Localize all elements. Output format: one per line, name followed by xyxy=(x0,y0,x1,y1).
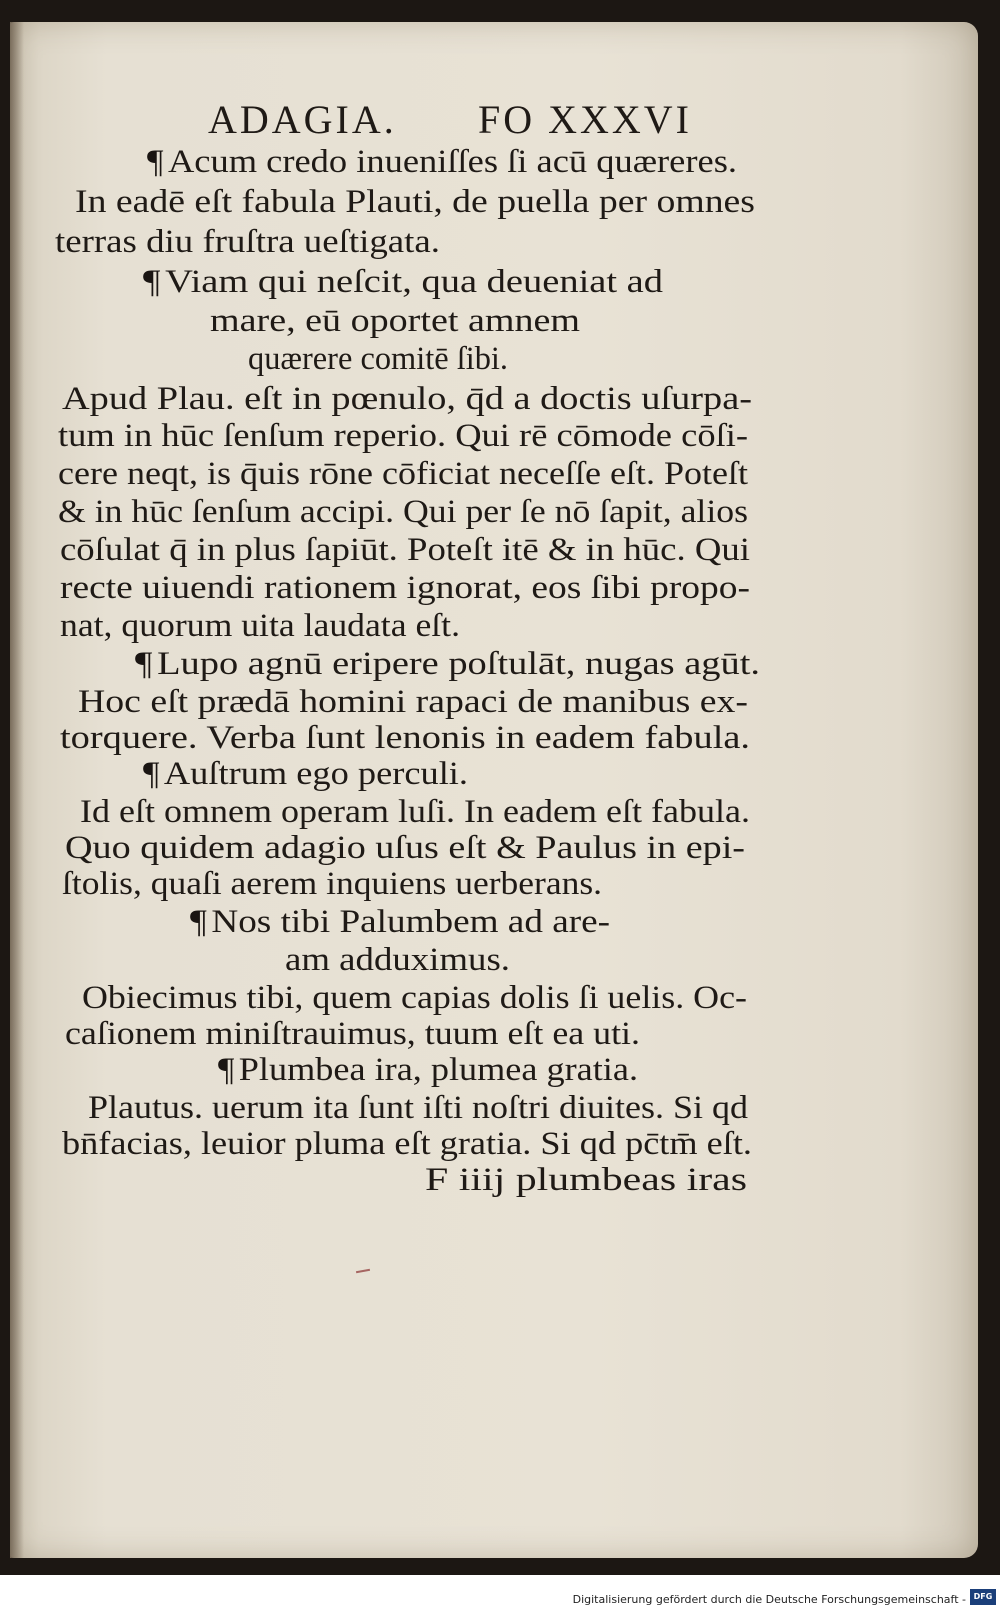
line-text: bn̄facias, leuior pluma eſt gratia. Si qd pc̄tm̄ eſt. xyxy=(62,1126,752,1162)
line-text: Lupo agnū eripere poſtulāt, nugas agūt. xyxy=(157,646,760,682)
text-line xyxy=(60,572,750,605)
text-line xyxy=(285,944,510,977)
text-line xyxy=(65,832,745,865)
text-line xyxy=(82,982,747,1015)
line-text: Obiecimus tibi, quem capias dolis ſi uelis. Oc- xyxy=(82,980,747,1016)
text-line xyxy=(58,496,748,529)
text-line xyxy=(147,146,737,179)
line-text: caſionem miniſtrauimus, tuum eſt ea uti. xyxy=(65,1016,640,1052)
text-line xyxy=(218,1054,638,1087)
pilcrow-mark: ¶ xyxy=(190,904,207,940)
text-line xyxy=(88,1092,748,1125)
line-text: Apud Plau. eſt in pœnulo, q̄d a doctis uſurpa- xyxy=(62,381,752,417)
line-text: cere neqt, is q̄uis rōne cōficiat neceſſe eſt. Poteſt xyxy=(58,456,748,492)
pilcrow-mark: ¶ xyxy=(143,756,160,792)
text-line xyxy=(210,305,580,338)
line-text: Hoc eſt prædā homini rapaci de manibus ex- xyxy=(78,684,748,720)
text-line xyxy=(425,1164,747,1197)
line-text: Viam qui neſcit, qua deueniat ad xyxy=(165,264,664,300)
line-text: Acum credo inueniſſes ſi acū quæreres. xyxy=(167,144,737,180)
pilcrow-mark: ¶ xyxy=(147,144,164,180)
text-line xyxy=(60,722,750,755)
pilcrow-mark: ¶ xyxy=(135,646,153,682)
text-line xyxy=(143,266,663,299)
text-line xyxy=(143,758,468,791)
text-line xyxy=(75,186,755,219)
text-line xyxy=(65,1018,640,1051)
text-line xyxy=(80,796,750,829)
text-line xyxy=(55,226,440,259)
line-text: torquere. Verba ſunt lenonis in eadem fabula. xyxy=(60,720,750,756)
digitization-credit: Digitalisierung gefördert durch die Deutsche Forschungsgemeinschaft - xyxy=(572,1593,966,1606)
line-text: Plumbea ira, plumea gratia. xyxy=(238,1052,639,1088)
dfg-logo: DFG xyxy=(970,1589,996,1605)
pilcrow-mark: ¶ xyxy=(218,1052,235,1088)
line-text: Nos tibi Palumbem ad are- xyxy=(211,904,610,940)
line-text: & in hūc ſenſum accipi. Qui per ſe nō ſapit, alios xyxy=(58,494,748,530)
text-line xyxy=(62,1128,752,1161)
page-gutter xyxy=(10,22,24,1558)
running-title: ADAGIA. xyxy=(208,97,397,142)
line-text: Plautus. uerum ita ſunt iſti noſtri diuites. Si qd xyxy=(88,1090,748,1126)
text-line xyxy=(60,534,750,567)
line-text: Auſtrum ego perculi. xyxy=(163,756,468,792)
line-text: tum in hūc ſenſum reperio. Qui rē cōmode cōſi- xyxy=(58,418,748,454)
line-text: am adduximus. xyxy=(285,942,510,978)
text-line xyxy=(60,610,460,643)
line-text: quærere comitē ſibi. xyxy=(248,341,508,377)
text-line xyxy=(248,343,508,376)
text-line xyxy=(62,868,602,901)
pilcrow-mark: ¶ xyxy=(143,264,161,300)
text-line xyxy=(190,906,610,939)
folio-number: FO XXXVI xyxy=(478,97,692,142)
text-line xyxy=(58,420,748,453)
line-text: Id eſt omnem operam luſi. In eadem eſt fabula. xyxy=(80,794,750,830)
line-text: terras diu fruſtra ueſtigata. xyxy=(55,224,441,260)
text-line xyxy=(135,648,760,681)
line-text: ſtolis, quaſi aerem inquiens uerberans. xyxy=(62,866,602,902)
text-line xyxy=(58,458,748,491)
line-text: cōſulat q̄ in plus ſapiūt. Poteſt itē & in hūc. Qui xyxy=(60,532,750,568)
line-text: In eadē eſt fabula Plauti, de puella per omnes xyxy=(75,184,755,220)
text-line xyxy=(78,686,748,719)
line-text: Quo quidem adagio uſus eſt & Paulus in epi- xyxy=(65,830,745,866)
line-text: F iiij plumbeas iras xyxy=(425,1162,747,1198)
text-line xyxy=(62,383,752,416)
line-text: recte uiuendi rationem ignorat, eos ſibi propo- xyxy=(60,570,751,606)
line-text: mare, eū oportet amnem xyxy=(210,303,580,339)
line-text: nat, quorum uita laudata eſt. xyxy=(60,608,460,644)
